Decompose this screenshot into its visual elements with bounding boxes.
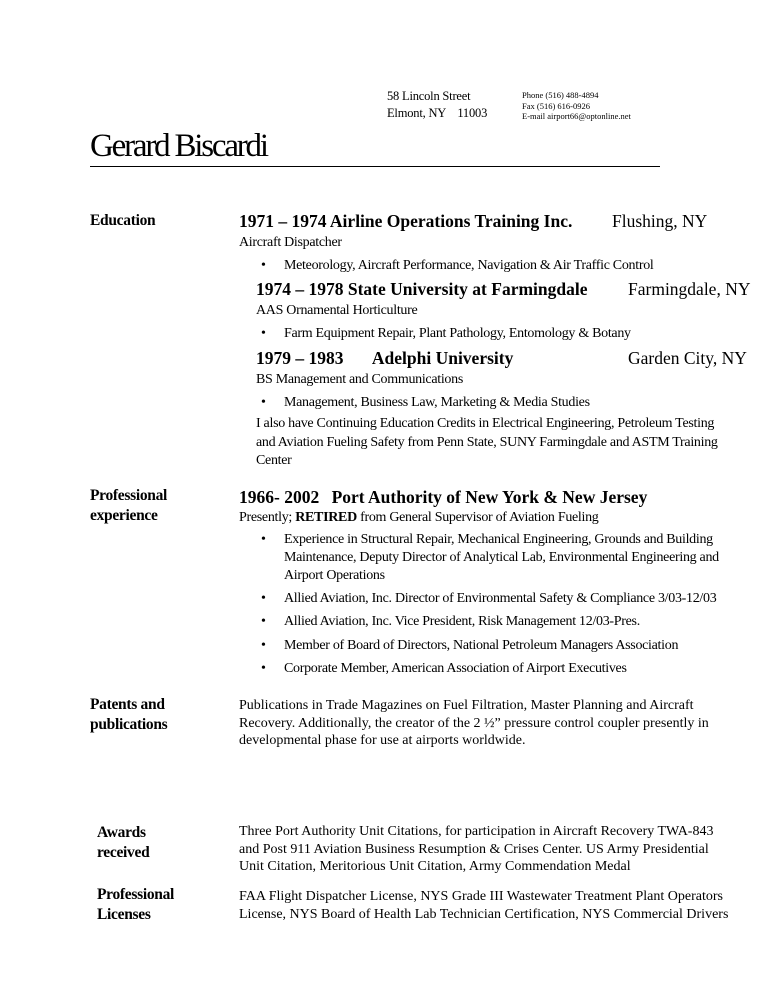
- education-1-degree: Aircraft Dispatcher: [239, 235, 342, 250]
- experience-employer: Port Authority of New York & New Jersey: [331, 487, 648, 507]
- section-label-awards: Awards received: [97, 824, 150, 861]
- header-divider: [90, 166, 660, 167]
- resume-name: Gerard Biscardi: [90, 128, 267, 164]
- education-3-school: Adelphi University: [371, 348, 514, 368]
- education-3-years: 1979 – 1983: [256, 348, 344, 368]
- address-city: Elmont, NY 11003: [387, 106, 488, 120]
- education-2-school: State University at Farmingdale: [347, 279, 588, 299]
- education-2-location: Farmingdale, NY: [628, 279, 751, 299]
- experience-status: Presently; RETIRED from General Supervisor of Aviation Fueling: [239, 510, 599, 525]
- contact-phone: Phone (516) 488-4894: [522, 90, 599, 100]
- bullet-icon: •: [261, 258, 266, 273]
- bullet-icon: •: [261, 532, 266, 547]
- education-1-heading: [239, 210, 572, 232]
- bullet-icon: •: [261, 661, 266, 676]
- bullet-icon: •: [261, 591, 266, 606]
- education-3-location: Garden City, NY: [628, 348, 747, 368]
- bullet-icon: •: [261, 614, 266, 629]
- section-label-education: Education: [90, 212, 156, 229]
- address-street: 58 Lincoln Street: [387, 89, 471, 103]
- contact-email: E-mail airport66@optonline.net: [522, 111, 631, 121]
- contact-block: [522, 90, 631, 122]
- section-label-experience: Professional experience: [90, 487, 168, 524]
- education-note: I also have Continuing Education Credits in Electrical Engineering, Petroleum Testing and Aviation Fueling Safety from Penn State, SUNY Farmingdale and ASTM Training Center: [256, 416, 718, 468]
- education-1-school: Airline Operations Training Inc.: [329, 211, 573, 231]
- section-label-publications: Patents and publications: [90, 696, 168, 733]
- education-2-years: 1974 – 1978: [256, 279, 344, 299]
- licenses-text: FAA Flight Dispatcher License, NYS Grade III Wastewater Treatment Plant Operators License, NYS Board of Health Lab Technician Certification, NYS Commercial Drivers: [239, 889, 729, 922]
- education-1-years: 1971 – 1974: [239, 211, 327, 231]
- awards-text: Three Port Authority Unit Citations, for participation in Aircraft Recovery TWA-843 and Post 911 Aviation Business Resumption & Crises Center. US Army Presidential Unit Citation, Meritorious Unit Citation, Army Commendation Medal: [239, 824, 714, 874]
- education-2-heading: [256, 278, 588, 300]
- bullet-icon: •: [261, 638, 266, 653]
- education-2-degree: AAS Ornamental Horticulture: [256, 303, 418, 318]
- publications-text: Publications in Trade Magazines on Fuel Filtration, Master Planning and Aircraft Recovery. Additionally, the creator of the 2 ½” pressure control coupler presently in developmental phase for use at airports worldwide.: [239, 698, 709, 748]
- education-1-location: Flushing, NY: [612, 211, 708, 231]
- experience-heading: [239, 486, 647, 508]
- education-3-heading: [256, 347, 513, 369]
- section-label-licenses: Professional Licenses: [97, 886, 175, 923]
- address-block: [387, 88, 487, 122]
- bullet-icon: •: [261, 326, 266, 341]
- education-3-degree: BS Management and Communications: [256, 372, 463, 387]
- bullet-icon: •: [261, 395, 266, 410]
- experience-years: 1966- 2002: [239, 487, 320, 507]
- contact-fax: Fax (516) 616-0926: [522, 100, 590, 111]
